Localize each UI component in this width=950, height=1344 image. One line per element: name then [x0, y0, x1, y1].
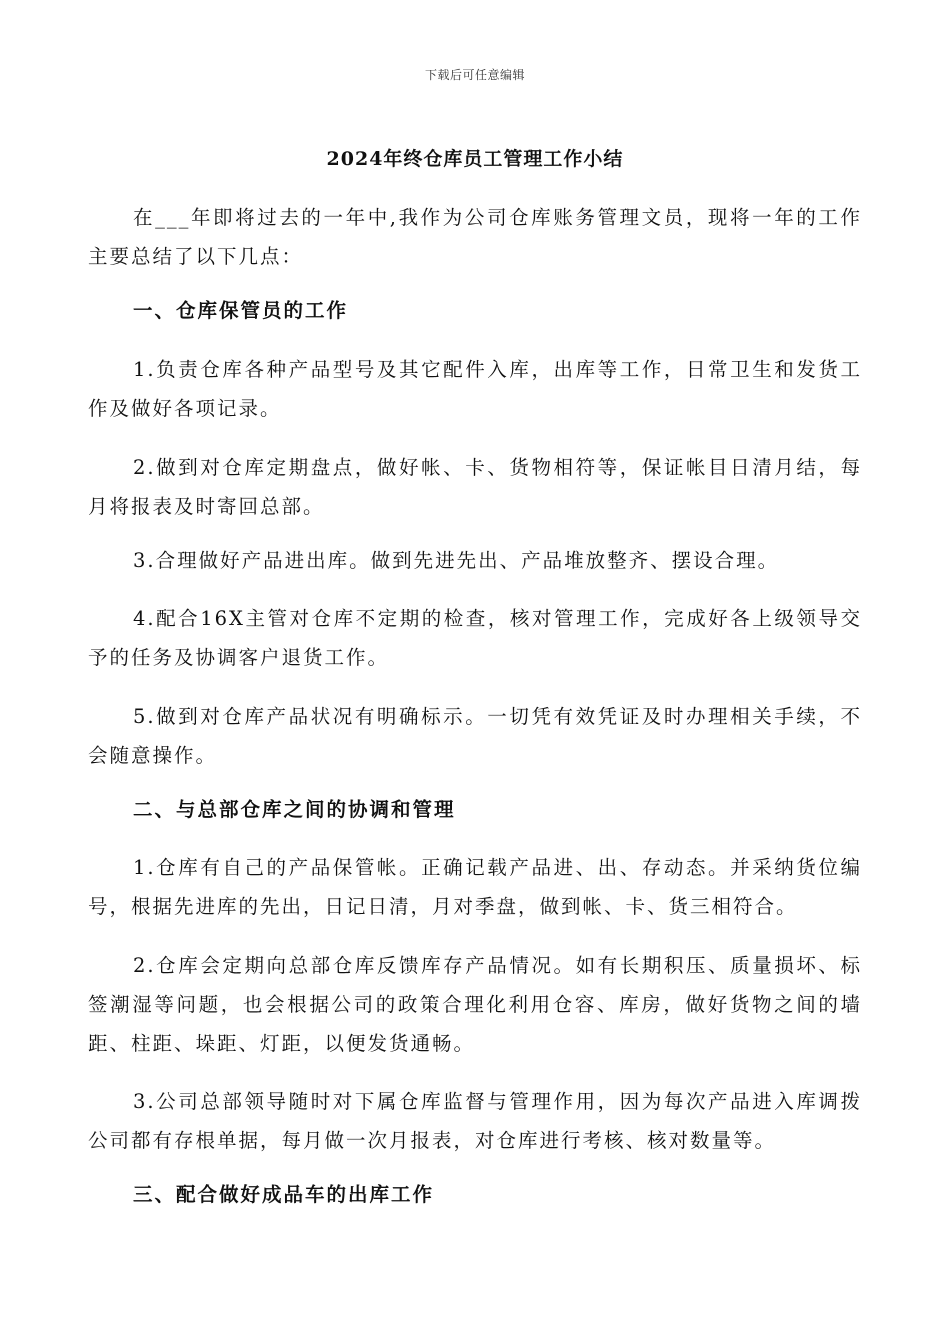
- section-3-heading: 三、配合做好成品车的出库工作: [133, 1183, 435, 1206]
- section-1-item-2: 2.做到对仓库定期盘点，做好帐、卡、货物相符等，保证帐目日清月结，每月将报表及时寄回总部。: [88, 456, 862, 518]
- section-2-item-2: 2.仓库会定期向总部仓库反馈库存产品情况。如有长期积压、质量损坏、标签潮湿等问题，也会根据公司的政策合理化利用仓容、库房，做好货物之间的墙距、柱距、垛距、灯距，以便发货通畅。: [88, 954, 862, 1055]
- section-2-item-1: 1.仓库有自己的产品保管帐。正确记载产品进、出、存动态。并采纳货位编号，根据先进库的先出，日记日清，月对季盘，做到帐、卡、货三相符合。: [88, 856, 862, 918]
- section-2-heading: 二、与总部仓库之间的协调和管理: [133, 798, 456, 821]
- section-1-item-4: 4.配合16X主管对仓库不定期的检查，核对管理工作，完成好各上级领导交予的任务及协调客户退货工作。: [88, 607, 862, 669]
- document-title: 2024年终仓库员工管理工作小结: [326, 148, 624, 170]
- section-1-heading: 一、仓库保管员的工作: [133, 299, 349, 322]
- section-1-item-3: 3.合理做好产品进出库。做到先进先出、产品堆放整齐、摆设合理。: [133, 549, 780, 572]
- section-2-item-3: 3.公司总部领导随时对下属仓库监督与管理作用，因为每次产品进入库调拨公司都有存根单据，每月做一次月报表，对仓库进行考核、核对数量等。: [88, 1090, 862, 1152]
- header-note: 下载后可任意编辑: [424, 68, 525, 82]
- section-1-item-1: 1.负责仓库各种产品型号及其它配件入库，出库等工作，日常卫生和发货工作及做好各项记录。: [88, 358, 862, 420]
- intro-paragraph: 在___年即将过去的一年中,我作为公司仓库账务管理文员，现将一年的工作主要总结了以下几点：: [88, 206, 862, 268]
- section-1-item-5: 5.做到对仓库产品状况有明确标示。一切凭有效凭证及时办理相关手续，不会随意操作。: [88, 705, 862, 767]
